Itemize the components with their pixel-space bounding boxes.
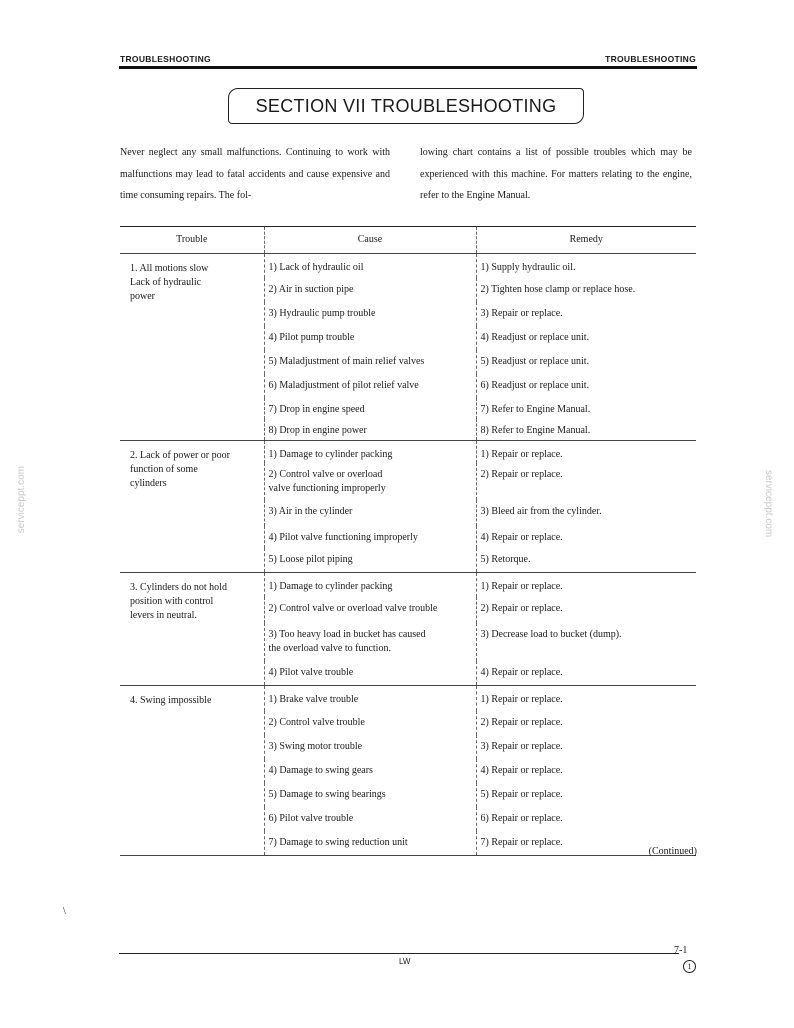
cause-cell — [264, 302, 476, 326]
cause-text: 3) Too heavy load in bucket has caused the overload valve to function. — [268, 629, 426, 654]
remedy-cell — [476, 686, 696, 712]
cause-cell — [264, 661, 476, 686]
remedy-cell — [476, 398, 696, 419]
trouble-cell — [120, 441, 264, 573]
cause-cell — [264, 254, 476, 279]
table-row — [120, 686, 696, 712]
remedy-cell — [476, 548, 696, 573]
remedy-cell — [476, 500, 696, 526]
cause-text: 7) Damage to swing reduction unit — [268, 837, 408, 848]
remedy-cell — [476, 623, 696, 661]
remedy-cell — [476, 807, 696, 831]
cause-cell — [264, 831, 476, 856]
cause-cell — [264, 759, 476, 783]
watermark-left: serviceppt.com — [16, 466, 27, 534]
trouble-cell — [120, 573, 264, 686]
margin-mark: \ — [63, 906, 66, 917]
footer-model: LW — [399, 957, 411, 966]
remedy-cell — [476, 735, 696, 759]
remedy-text: 1) Repair or replace. — [480, 449, 563, 460]
remedy-cell — [476, 783, 696, 807]
remedy-text: 3) Repair or replace. — [480, 308, 563, 319]
col-header-remedy: Remedy — [476, 227, 696, 254]
remedy-text: 5) Retorque. — [480, 554, 531, 565]
remedy-text: 5) Readjust or replace unit. — [480, 356, 590, 367]
remedy-cell — [476, 573, 696, 598]
remedy-text: 3) Repair or replace. — [480, 741, 563, 752]
remedy-cell — [476, 278, 696, 302]
cause-text: 5) Maladjustment of main relief valves — [268, 356, 425, 367]
remedy-text: 1) Repair or replace. — [480, 694, 563, 705]
intro-col2: lowing chart contains a list of possible troubles which may be experienced with this machine. For matters relating to the engine, refer to the Engine Manual. — [420, 147, 692, 201]
table-row — [120, 254, 696, 279]
remedy-text: 3) Bleed air from the cylinder. — [480, 506, 602, 517]
remedy-text: 2) Repair or replace. — [480, 469, 563, 480]
trouble-cell — [120, 254, 264, 441]
cause-text: 4) Pilot valve trouble — [268, 667, 354, 678]
remedy-text: 4) Repair or replace. — [480, 532, 563, 543]
remedy-text: 2) Repair or replace. — [480, 717, 563, 728]
remedy-cell — [476, 526, 696, 548]
cause-cell — [264, 374, 476, 398]
cause-cell — [264, 686, 476, 712]
remedy-cell — [476, 374, 696, 398]
cause-cell — [264, 463, 476, 500]
cause-text: 2) Air in suction pipe — [268, 284, 354, 295]
remedy-cell — [476, 463, 696, 500]
remedy-text: 6) Repair or replace. — [480, 813, 563, 824]
remedy-text: 5) Repair or replace. — [480, 789, 563, 800]
cause-cell — [264, 573, 476, 598]
cause-text: 1) Damage to cylinder packing — [268, 581, 393, 592]
header-right: TROUBLESHOOTING — [605, 54, 696, 64]
cause-text: 2) Control valve or overload valve trouble — [268, 603, 438, 614]
remedy-cell — [476, 419, 696, 441]
trouble-text: 4. Swing impossible — [130, 695, 212, 706]
trouble-text: 1. All motions slow Lack of hydraulic power — [130, 263, 209, 302]
continued-note: (Continued) — [648, 846, 697, 857]
remedy-cell — [476, 759, 696, 783]
remedy-text: 3) Decrease load to bucket (dump). — [480, 629, 622, 640]
cause-text: 5) Loose pilot piping — [268, 554, 353, 565]
cause-cell — [264, 807, 476, 831]
remedy-cell — [476, 254, 696, 279]
cause-cell — [264, 419, 476, 441]
header-left: TROUBLESHOOTING — [120, 54, 211, 64]
remedy-text: 4) Readjust or replace unit. — [480, 332, 590, 343]
col-header-cause: Cause — [264, 227, 476, 254]
remedy-text: 2) Repair or replace. — [480, 603, 563, 614]
cause-cell — [264, 623, 476, 661]
cause-cell — [264, 500, 476, 526]
cause-text: 4) Pilot pump trouble — [268, 332, 355, 343]
section-title: SECTION VII TROUBLESHOOTING — [228, 88, 584, 124]
revision-mark: 1 — [683, 960, 696, 973]
troubleshooting-table — [120, 226, 696, 856]
cause-cell — [264, 548, 476, 573]
remedy-cell — [476, 597, 696, 623]
remedy-text: 4) Repair or replace. — [480, 765, 563, 776]
cause-text: 8) Drop in engine power — [268, 425, 367, 436]
cause-text: 7) Drop in engine speed — [268, 404, 365, 415]
cause-text: 4) Pilot valve functioning improperly — [268, 532, 418, 543]
table-row — [120, 573, 696, 598]
remedy-text: 2) Tighten hose clamp or replace hose. — [480, 284, 636, 295]
table-header-row — [120, 227, 696, 254]
cause-text: 2) Control valve or overload valve functioning improperly — [268, 469, 386, 494]
remedy-cell — [476, 711, 696, 735]
table-row — [120, 441, 696, 464]
remedy-cell — [476, 661, 696, 686]
cause-cell — [264, 398, 476, 419]
cause-cell — [264, 441, 476, 464]
remedy-text: 7) Repair or replace. — [480, 837, 563, 848]
page-number: 7-1 — [674, 945, 688, 956]
cause-cell — [264, 350, 476, 374]
trouble-text: 3. Cylinders do not hold position with control levers in neutral. — [130, 582, 227, 621]
cause-cell — [264, 735, 476, 759]
remedy-text: 1) Repair or replace. — [480, 581, 563, 592]
remedy-text: 4) Repair or replace. — [480, 667, 563, 678]
remedy-text: 1) Supply hydraulic oil. — [480, 262, 576, 273]
remedy-cell — [476, 302, 696, 326]
watermark-right: serviceppt.com — [763, 470, 774, 538]
cause-cell — [264, 526, 476, 548]
cause-cell — [264, 326, 476, 350]
cause-cell — [264, 711, 476, 735]
remedy-cell — [476, 350, 696, 374]
remedy-text: 8) Refer to Engine Manual. — [480, 425, 591, 436]
header-rule — [119, 66, 697, 69]
trouble-text: 2. Lack of power or poor function of some cylinders — [130, 450, 230, 489]
cause-text: 3) Air in the cylinder — [268, 506, 353, 517]
cause-text: 3) Swing motor trouble — [268, 741, 363, 752]
cause-text: 3) Hydraulic pump trouble — [268, 308, 376, 319]
cause-cell — [264, 597, 476, 623]
trouble-cell — [120, 686, 264, 856]
cause-text: 1) Brake valve trouble — [268, 694, 359, 705]
cause-text: 6) Pilot valve trouble — [268, 813, 354, 824]
cause-text: 1) Damage to cylinder packing — [268, 449, 393, 460]
remedy-text: 7) Refer to Engine Manual. — [480, 404, 591, 415]
footer-rule — [119, 953, 679, 954]
col-header-trouble: Trouble — [176, 233, 208, 245]
cause-text: 6) Maladjustment of pilot relief valve — [268, 380, 419, 391]
cause-text: 2) Control valve trouble — [268, 717, 365, 728]
cause-text: 4) Damage to swing gears — [268, 765, 373, 776]
cause-text: 1) Lack of hydraulic oil — [268, 262, 364, 273]
intro-col1: Never neglect any small malfunctions. Continuing to work with malfunctions may lead to fatal accidents and cause expensive and time consuming repairs. The fol- — [120, 147, 390, 201]
remedy-text: 6) Readjust or replace unit. — [480, 380, 590, 391]
cause-text: 5) Damage to swing bearings — [268, 789, 386, 800]
cause-cell — [264, 783, 476, 807]
remedy-cell — [476, 326, 696, 350]
cause-cell — [264, 278, 476, 302]
remedy-cell — [476, 441, 696, 464]
